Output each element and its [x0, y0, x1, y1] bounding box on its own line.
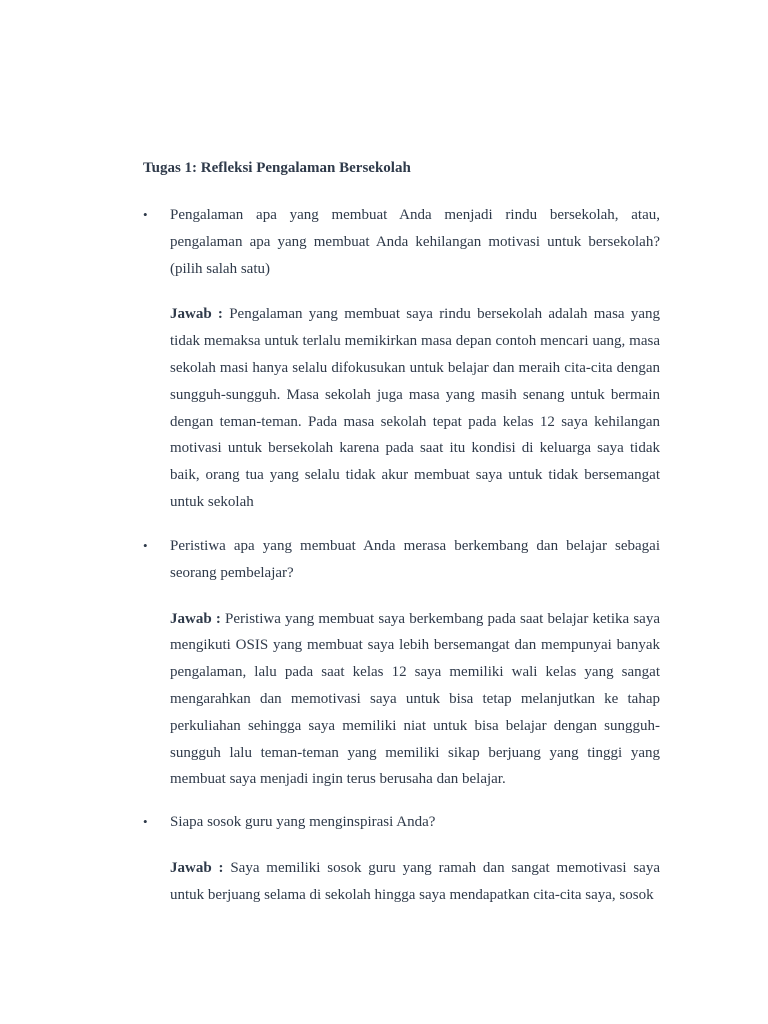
- bullet-icon: •: [143, 814, 148, 829]
- bullet-icon: •: [143, 538, 148, 553]
- question-2-text: Peristiwa apa yang membuat Anda merasa berkembang dan belajar sebagai seorang pembelajar?: [170, 538, 660, 581]
- answer-label: Jawab :: [170, 610, 221, 627]
- qa-item-2: [143, 533, 660, 793]
- answer-1-text: Pengalaman yang membuat saya rindu bersekolah adalah masa yang tidak memaksa untuk terlalu memikirkan masa depan contoh mencari uang, masa sekolah masi hanya selalu difokusukan untuk belajar dan meraih cita-cita dengan sungguh-sungguh. Masa sekolah juga masa yang masih senang untuk bermain dengan teman-teman. Pada masa sekolah tepat pada kelas 12 saya kehilangan motivasi untuk bersekolah karena pada saat itu kondisi di keluarga saya tidak baik, orang tua yang selalu tidak akur membuat saya untuk tidak bersemangat untuk sekolah: [170, 306, 660, 510]
- answer-2: [143, 606, 660, 794]
- document-title: Tugas 1: Refleksi Pengalaman Bersekolah: [143, 160, 411, 176]
- question-3: [143, 809, 660, 836]
- answer-label: Jawab :: [170, 306, 223, 323]
- question-1-text: Pengalaman apa yang membuat Anda menjadi rindu bersekolah, atau, pengalaman apa yang membuat Anda kehilangan motivasi untuk bersekolah? (pilih salah satu): [170, 207, 660, 277]
- answer-3-text: Saya memiliki sosok guru yang ramah dan sangat memotivasi saya untuk berjuang selama di sekolah hingga saya mendapatkan cita-cita saya, sosok: [170, 859, 661, 903]
- qa-item-1: [143, 202, 660, 516]
- answer-1: [143, 301, 660, 515]
- answer-label: Jawab :: [170, 859, 224, 876]
- answer-3: [143, 855, 660, 909]
- bullet-icon: •: [143, 207, 148, 222]
- answer-2-text: Peristiwa yang membuat saya berkembang pada saat belajar ketika saya mengikuti OSIS yang membuat saya lebih bersemangat dan mempunyai banyak pengalaman, lalu pada saat kelas 12 saya memiliki wali kelas yang sangat mengarahkan dan memotivasi saya untuk bisa tetap melanjutkan ke tahap perkuliahan sehingga saya memiliki niat untuk bisa belajar dengan sungguh-sungguh lalu teman-teman yang memiliki sikap berjuang yang tinggi yang membuat saya menjadi ingin terus berusaha dan belajar.: [170, 610, 661, 788]
- question-3-text: Siapa sosok guru yang menginspirasi Anda?: [170, 814, 436, 830]
- question-1: [143, 202, 660, 282]
- qa-item-3: [143, 809, 660, 908]
- question-2: [143, 533, 660, 587]
